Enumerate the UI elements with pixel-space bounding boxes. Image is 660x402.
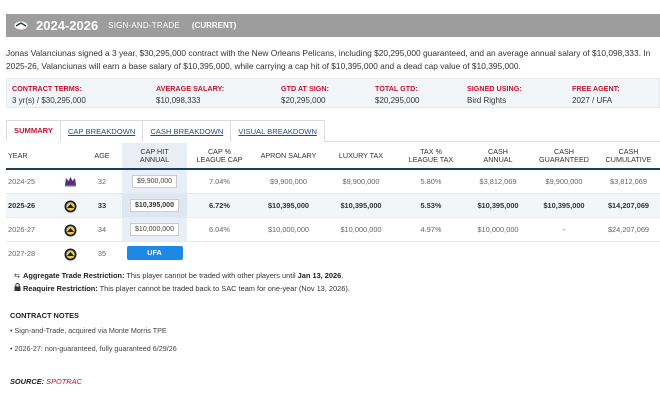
contract-terms-bar <box>6 78 660 108</box>
kings-logo-icon <box>64 176 77 187</box>
col-header-cash-annual: CASH ANNUAL <box>465 143 531 169</box>
cell-cash-guaranteed: $10,395,000 <box>531 193 597 217</box>
term-gtd-at-sign <box>276 79 370 107</box>
cap-hit-value: $10,395,000 <box>130 199 179 212</box>
col-header-luxury-tax: LUXURY TAX <box>325 143 397 169</box>
cell-age: 32 <box>82 169 122 193</box>
restriction-reacquire: Reaquire Restriction: This player cannot be traded back to SAC team for one-year (Nov 13, 2026). <box>14 283 654 296</box>
cell-cash-guaranteed: - <box>531 217 597 241</box>
nuggets-logo-icon <box>64 200 77 211</box>
cell-team <box>58 241 82 265</box>
term-label: FREE AGENT: <box>572 84 620 93</box>
contract-table <box>6 143 660 265</box>
cell-year: 2027-28 <box>8 248 36 258</box>
cell-year: 2025-26 <box>6 193 58 217</box>
col-header-team <box>58 143 82 169</box>
cell-tax-pct: 5.53% <box>397 193 465 217</box>
breakdown-tabs <box>6 120 660 142</box>
cell-cap-hit <box>122 217 187 241</box>
source-credit: SOURCE: SPOTRAC <box>10 377 82 386</box>
cell-cash-annual: $3,812,069 <box>465 169 531 193</box>
contract-notes-list <box>10 326 650 362</box>
table-row <box>6 217 660 241</box>
trade-restrictions <box>14 270 654 296</box>
col-header-cash-cumulative: CASH CUMULATIVE <box>597 143 660 169</box>
cell-cash-guaranteed: $9,900,000 <box>531 169 597 193</box>
cell-cash-cumulative: $24,207,069 <box>597 217 660 241</box>
contract-summary: Jonas Valanciunas signed a 3 year, $30,295,000 contract with the New Orleans Pelicans, including $20,295,000 guaranteed, and an average annual salary of $10,098,333. In 2025-26, Valanciunas will earn a base salary of $10,395,000, while carrying a cap hit of $10,395,000 and a dead cap value of $10,395,000. <box>6 48 651 71</box>
cell-cash-cumulative: $14,207,069 <box>597 193 660 217</box>
col-header-apron-salary: APRON SALARY <box>252 143 325 169</box>
table-row-current <box>6 193 660 217</box>
term-total-gtd <box>370 79 462 107</box>
tab-cap-breakdown[interactable]: CAP BREAKDOWN <box>60 120 143 142</box>
ufa-badge: UFA <box>127 246 183 260</box>
cell-cap-hit <box>122 193 187 217</box>
cell-team <box>58 193 82 217</box>
cell-cash-annual: $10,395,000 <box>465 193 531 217</box>
term-label: SIGNED USING: <box>467 84 522 93</box>
cell-age: 33 <box>82 193 122 217</box>
term-signed-using <box>462 79 567 107</box>
term-value: $20,295,000 <box>281 96 326 105</box>
restriction-date: Jan 13, 2026 <box>297 271 342 280</box>
contract-type: SIGN-AND-TRADE <box>108 21 180 30</box>
cell-year: 2026-27 <box>6 217 58 241</box>
cell-age: 34 <box>82 217 122 241</box>
col-header-year: YEAR <box>6 143 58 169</box>
cell-luxury-tax: $10,395,000 <box>325 193 397 217</box>
lock-icon <box>14 283 23 296</box>
cell-cap-pct: 7.04% <box>187 169 252 193</box>
cell-cap-pct: 6.04% <box>187 217 252 241</box>
contract-years: 2024-2026 <box>36 18 99 33</box>
cell-cash-annual: $10,000,000 <box>465 217 531 241</box>
term-average-salary <box>151 79 276 107</box>
restriction-label: Reaquire Restriction: <box>23 284 98 293</box>
cell-year: 2024-25 <box>6 169 58 193</box>
table-row <box>6 241 660 265</box>
cell-cap-hit <box>122 169 187 193</box>
table-row <box>6 169 660 193</box>
list-item: • 2026-27: non-guaranteed, fully guaranteed 6/29/26 <box>10 344 177 353</box>
cell-team <box>58 217 82 241</box>
term-label: GTD AT SIGN: <box>281 84 329 93</box>
cell-cap-hit <box>122 241 187 265</box>
restriction-aggregate: ⇆ Aggregate Trade Restriction: This player cannot be traded with other players until Jan 13, 2026. <box>14 270 654 283</box>
cell-luxury-tax: $9,900,000 <box>325 169 397 193</box>
cap-hit-value: $9,900,000 <box>132 175 177 188</box>
term-label: AVERAGE SALARY: <box>156 84 225 93</box>
team-logo-icon <box>14 21 28 31</box>
cell-age: 35 <box>97 248 107 258</box>
cell-luxury-tax: $10,000,000 <box>325 217 397 241</box>
term-value: $20,295,000 <box>375 96 420 105</box>
restriction-label: Aggregate Trade Restriction: <box>23 271 125 280</box>
term-value: 3 yr(s) / $30,295,000 <box>12 96 86 105</box>
cell-tax-pct: 5.80% <box>397 169 465 193</box>
term-value: $10,098,333 <box>156 96 201 105</box>
cap-hit-value: $10,000,000 <box>130 223 179 236</box>
cell-apron-salary: $10,000,000 <box>252 217 325 241</box>
term-value: 2027 / UFA <box>572 96 613 105</box>
source-link[interactable]: SPOTRAC <box>46 377 82 386</box>
nuggets-logo-icon <box>64 248 77 259</box>
contract-status: (CURRENT) <box>191 21 237 30</box>
col-header-age: AGE <box>82 143 122 169</box>
list-item: • Sign-and-Trade, acquired via Monte Morris TPE <box>10 326 167 335</box>
nuggets-logo-icon <box>64 224 77 235</box>
col-header-cap-pct: CAP % LEAGUE CAP <box>187 143 252 169</box>
cell-cash-cumulative: $3,812,069 <box>597 169 660 193</box>
table-header-row <box>6 143 660 169</box>
cell-tax-pct: 4.97% <box>397 217 465 241</box>
col-header-cap-hit: CAP HIT ANNUAL <box>122 143 187 169</box>
cell-team <box>58 169 82 193</box>
tab-visual-breakdown[interactable]: VISUAL BREAKDOWN <box>230 120 325 142</box>
col-header-cash-guaranteed: CASH GUARANTEED <box>531 143 597 169</box>
term-value: Bird Rights <box>467 96 507 105</box>
term-free-agent <box>567 79 659 107</box>
col-header-tax-pct: TAX % LEAGUE TAX <box>397 143 465 169</box>
term-contract-terms <box>7 79 151 107</box>
contract-notes-title: CONTRACT NOTES <box>10 311 79 320</box>
cell-apron-salary: $9,900,000 <box>252 169 325 193</box>
tab-summary[interactable]: SUMMARY <box>6 120 61 142</box>
contract-header <box>6 14 660 37</box>
cell-cap-pct: 6.72% <box>187 193 252 217</box>
trade-restriction-icon: ⇆ <box>14 273 20 280</box>
term-label: TOTAL GTD: <box>375 84 418 93</box>
tab-cash-breakdown[interactable]: CASH BREAKDOWN <box>142 120 231 142</box>
cell-apron-salary: $10,395,000 <box>252 193 325 217</box>
term-label: CONTRACT TERMS: <box>12 84 82 93</box>
